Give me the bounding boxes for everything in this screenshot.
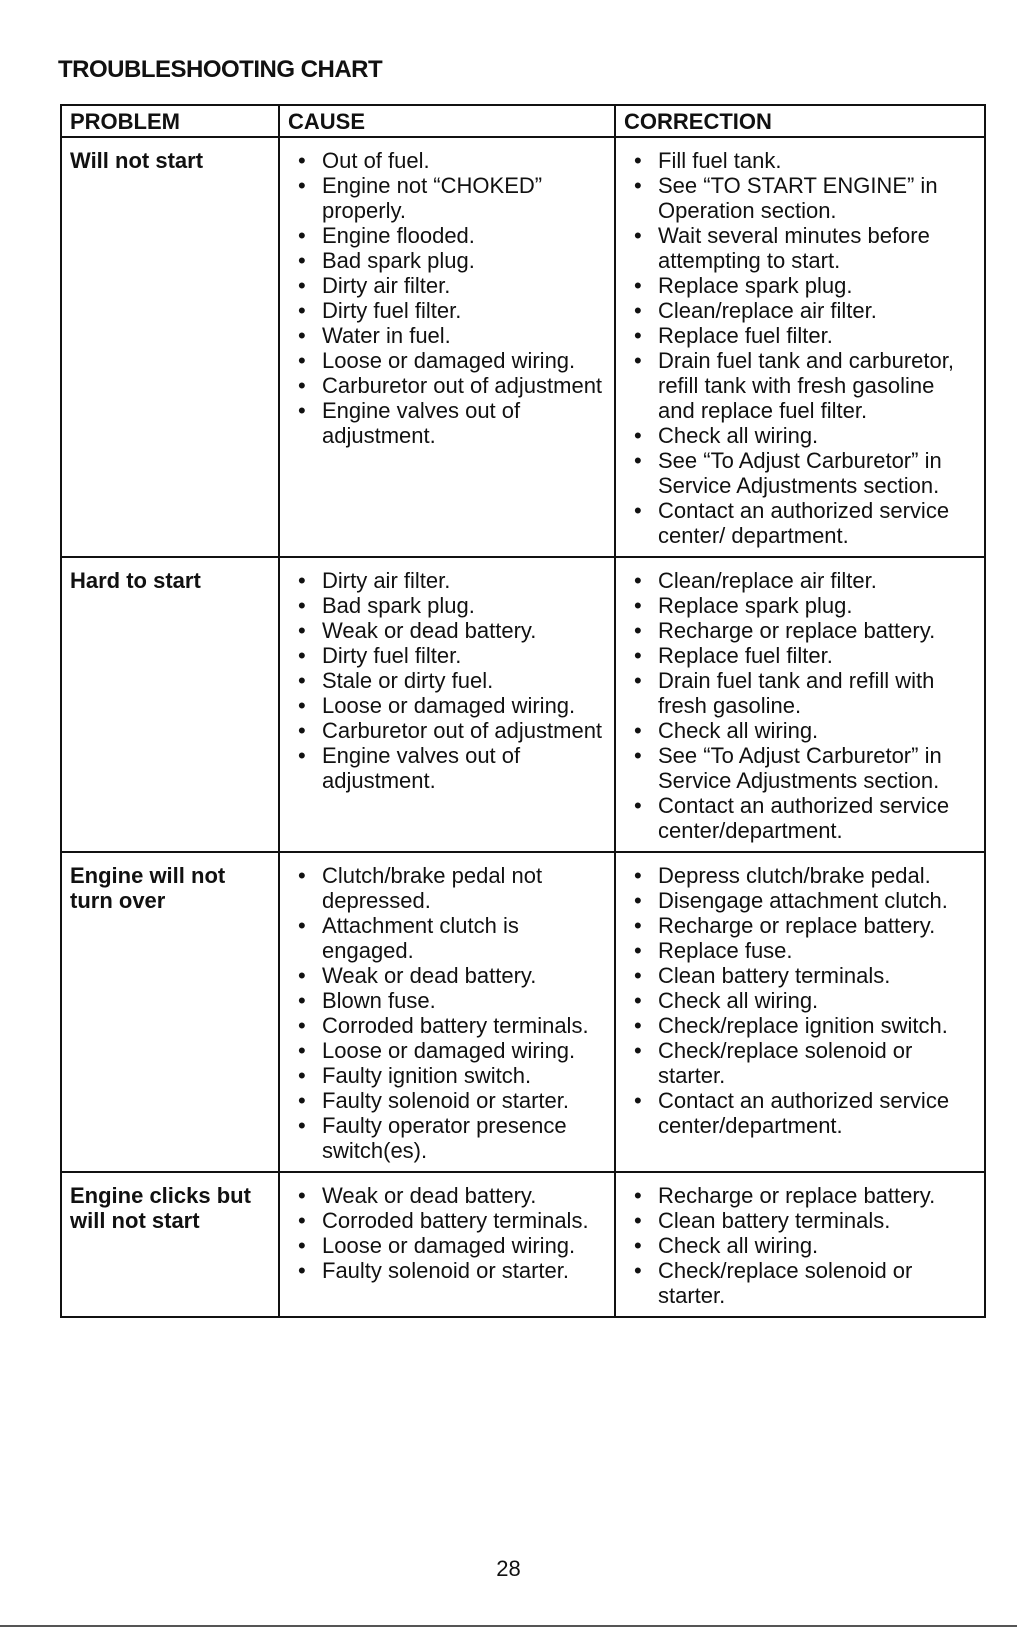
correction-item: • Clean battery terminals. (658, 1208, 976, 1233)
correction-item: • Replace fuel filter. (658, 323, 976, 348)
cause-cell (279, 137, 615, 557)
cause-item: • Weak or dead battery. (322, 1183, 606, 1208)
cause-item: • Engine valves out of adjustment. (322, 743, 606, 793)
page-title: TROUBLESHOOTING CHART (58, 56, 383, 83)
cause-item: • Out of fuel. (322, 148, 606, 173)
correction-item: • Replace spark plug. (658, 273, 976, 298)
cause-item: • Water in fuel. (322, 323, 606, 348)
cause-item: • Loose or damaged wiring. (322, 1233, 606, 1258)
correction-cell (615, 852, 985, 1172)
correction-item: • Replace fuel filter. (658, 643, 976, 668)
cause-item: • Loose or damaged wiring. (322, 1038, 606, 1063)
correction-item: • Check/replace ignition switch. (658, 1013, 976, 1038)
cause-list (288, 148, 606, 448)
problem-label: Hard to start (70, 568, 201, 593)
table-row (61, 852, 985, 1172)
cause-item: • Faulty solenoid or starter. (322, 1258, 606, 1283)
problem-cell (61, 137, 279, 557)
correction-item: • Replace fuse. (658, 938, 976, 963)
correction-item: • Contact an authorized service center/ department. (658, 498, 976, 548)
column-header-problem: PROBLEM (61, 105, 279, 137)
correction-list (624, 1183, 976, 1308)
correction-list (624, 148, 976, 548)
correction-item: • Recharge or replace battery. (658, 618, 976, 643)
problem-label: Will not start (70, 148, 204, 173)
correction-item: • Clean/replace air filter. (658, 298, 976, 323)
correction-item: • Wait several minutes before attempting to start. (658, 223, 976, 273)
column-header-correction: CORRECTION (615, 105, 985, 137)
cause-cell (279, 852, 615, 1172)
cause-list (288, 568, 606, 793)
bottom-rule (0, 1625, 1017, 1627)
correction-item: • Contact an authorized service center/department. (658, 793, 976, 843)
cause-item: • Bad spark plug. (322, 248, 606, 273)
correction-item: • Check/replace solenoid or starter. (658, 1258, 976, 1308)
page-number: 28 (496, 1556, 521, 1581)
correction-cell (615, 557, 985, 852)
correction-item: • Depress clutch/brake pedal. (658, 863, 976, 888)
correction-item: • See “To Adjust Carburetor” in Service Adjustments section. (658, 448, 976, 498)
correction-cell (615, 137, 985, 557)
correction-item: • Drain fuel tank and refill with fresh gasoline. (658, 668, 976, 718)
cause-item: • Attachment clutch is engaged. (322, 913, 606, 963)
problem-cell (61, 852, 279, 1172)
table-row (61, 1172, 985, 1317)
correction-item: • Clean battery terminals. (658, 963, 976, 988)
cause-cell (279, 557, 615, 852)
cause-item: • Weak or dead battery. (322, 963, 606, 988)
cause-item: • Engine not “CHOKED” properly. (322, 173, 606, 223)
correction-item: • Recharge or replace battery. (658, 1183, 976, 1208)
correction-item: • See “TO START ENGINE” in Operation section. (658, 173, 976, 223)
cause-item: • Stale or dirty fuel. (322, 668, 606, 693)
correction-item: • Drain fuel tank and carburetor, refill tank with fresh gasoline and replace fuel filter. (658, 348, 976, 423)
cause-item: • Carburetor out of adjustment (322, 718, 606, 743)
correction-item: • Replace spark plug. (658, 593, 976, 618)
correction-item: • Check/replace solenoid or starter. (658, 1038, 976, 1088)
correction-item: • Disengage attachment clutch. (658, 888, 976, 913)
cause-item: • Bad spark plug. (322, 593, 606, 618)
cause-cell (279, 1172, 615, 1317)
correction-item: • See “To Adjust Carburetor” in Service Adjustments section. (658, 743, 976, 793)
correction-item: • Contact an authorized service center/department. (658, 1088, 976, 1138)
cause-item: • Faulty operator presence switch(es). (322, 1113, 606, 1163)
cause-item: • Engine valves out of adjustment. (322, 398, 606, 448)
cause-item: • Dirty fuel filter. (322, 298, 606, 323)
problem-label: Engine will not turn over (70, 863, 226, 913)
cause-item: • Weak or dead battery. (322, 618, 606, 643)
correction-item: • Check all wiring. (658, 423, 976, 448)
problem-cell (61, 1172, 279, 1317)
correction-list (624, 863, 976, 1138)
problem-label: Engine clicks but will not start (70, 1183, 251, 1233)
correction-item: • Check all wiring. (658, 988, 976, 1013)
cause-item: • Faulty ignition switch. (322, 1063, 606, 1088)
cause-item: • Clutch/brake pedal not depressed. (322, 863, 606, 913)
table-body (61, 137, 985, 1317)
table-header-row (61, 105, 985, 137)
cause-item: • Dirty air filter. (322, 273, 606, 298)
cause-item: • Dirty air filter. (322, 568, 606, 593)
cause-item: • Loose or damaged wiring. (322, 348, 606, 373)
correction-cell (615, 1172, 985, 1317)
table-row (61, 137, 985, 557)
cause-item: • Carburetor out of adjustment (322, 373, 606, 398)
cause-item: • Engine flooded. (322, 223, 606, 248)
cause-item: • Dirty fuel filter. (322, 643, 606, 668)
cause-item: • Blown fuse. (322, 988, 606, 1013)
cause-item: • Corroded battery terminals. (322, 1208, 606, 1233)
column-header-cause: CAUSE (279, 105, 615, 137)
correction-item: • Check all wiring. (658, 718, 976, 743)
cause-list (288, 863, 606, 1163)
cause-item: • Loose or damaged wiring. (322, 693, 606, 718)
troubleshooting-table (60, 104, 986, 1318)
cause-item: • Corroded battery terminals. (322, 1013, 606, 1038)
correction-item: • Recharge or replace battery. (658, 913, 976, 938)
problem-cell (61, 557, 279, 852)
correction-item: • Fill fuel tank. (658, 148, 976, 173)
correction-list (624, 568, 976, 843)
correction-item: • Check all wiring. (658, 1233, 976, 1258)
table-row (61, 557, 985, 852)
cause-list (288, 1183, 606, 1283)
cause-item: • Faulty solenoid or starter. (322, 1088, 606, 1113)
correction-item: • Clean/replace air filter. (658, 568, 976, 593)
